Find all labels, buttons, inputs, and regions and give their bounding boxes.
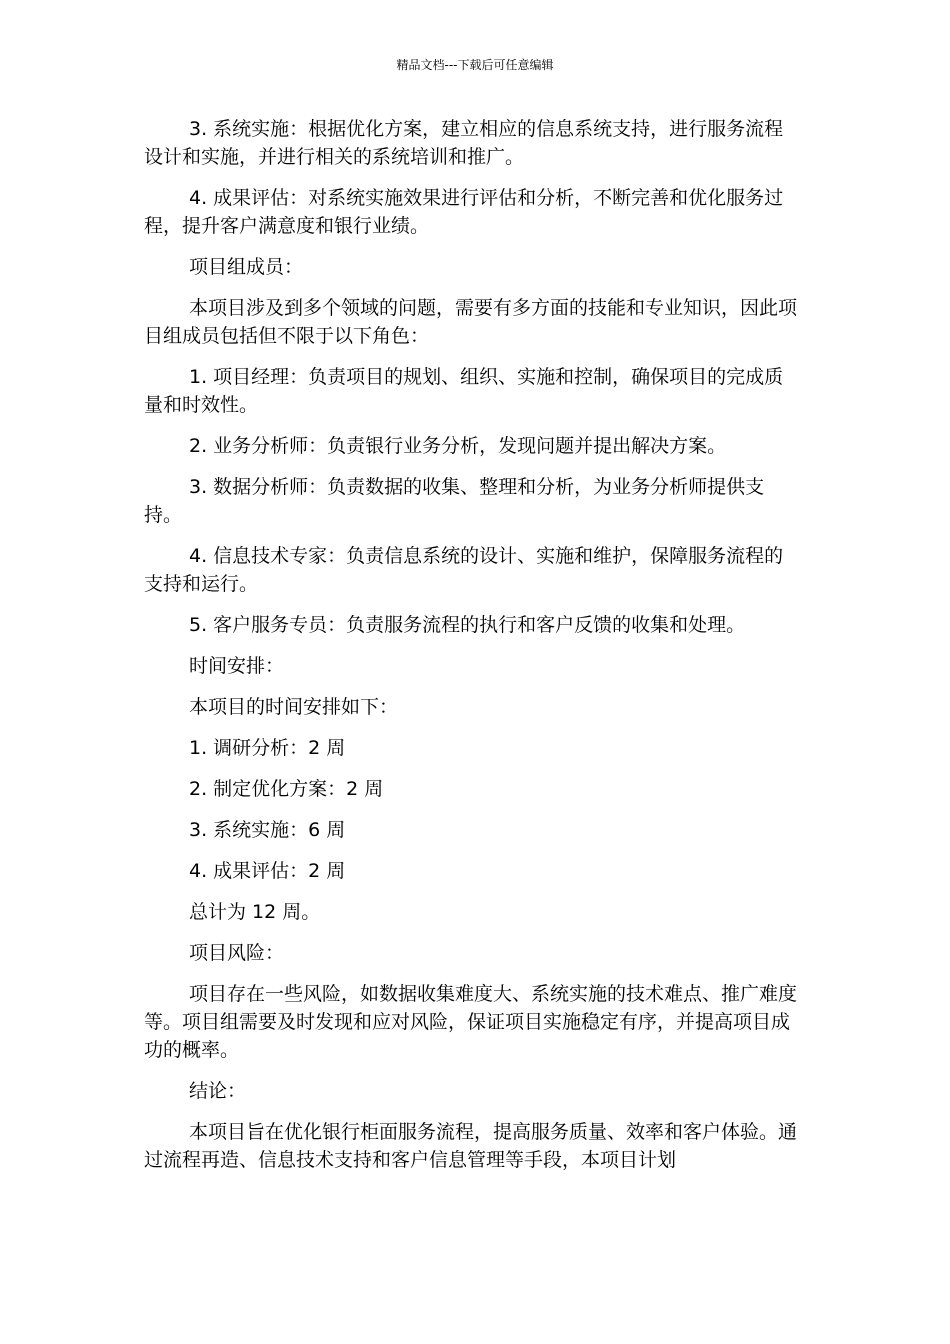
schedule-item-implementation: 3. 系统实施：6 周 <box>189 819 346 841</box>
list-item-it-expert: 4. 信息技术专家：负责信息系统的设计、实施和维护，保障服务流程的支持和运行。 <box>144 545 784 595</box>
schedule-item-research: 1. 调研分析：2 周 <box>189 737 346 759</box>
paragraph-system-implementation: 3. 系统实施：根据优化方案，建立相应的信息系统支持，进行服务流程设计和实施，并进行相关的系统培训和推广。 <box>144 118 784 168</box>
page-header: 精品文档---下载后可任意编辑 <box>396 58 554 72</box>
section-heading-team-members: 项目组成员： <box>189 256 304 278</box>
section-heading-schedule: 时间安排： <box>189 655 285 677</box>
document-body <box>144 115 800 1187</box>
paragraph-conclusion: 本项目旨在优化银行柜面服务流程，提高服务质量、效率和客户体验。通过流程再造、信息技术支持和客户信息管理等手段，本项目计划 <box>144 1121 798 1171</box>
paragraph-team-intro: 本项目涉及到多个领域的问题，需要有多方面的技能和专业知识，因此项目组成员包括但不限于以下角色： <box>144 297 798 347</box>
schedule-item-plan: 2. 制定优化方案：2 周 <box>189 778 384 800</box>
section-heading-conclusion: 结论： <box>189 1080 247 1102</box>
paragraph-results-evaluation: 4. 成果评估：对系统实施效果进行评估和分析，不断完善和优化服务过程，提升客户满意度和银行业绩。 <box>144 187 784 237</box>
list-item-customer-service: 5. 客户服务专员：负责服务流程的执行和客户反馈的收集和处理。 <box>189 614 746 636</box>
list-item-business-analyst: 2. 业务分析师：负责银行业务分析，发现问题并提出解决方案。 <box>189 435 727 457</box>
paragraph-schedule-intro: 本项目的时间安排如下： <box>189 696 399 718</box>
section-heading-risks: 项目风险： <box>189 942 285 964</box>
paragraph-risks: 项目存在一些风险，如数据收集难度大、系统实施的技术难点、推广难度等。项目组需要及时发现和应对风险，保证项目实施稳定有序，并提高项目成功的概率。 <box>144 983 798 1061</box>
schedule-item-evaluation: 4. 成果评估：2 周 <box>189 860 346 882</box>
list-item-project-manager: 1. 项目经理：负责项目的规划、组织、实施和控制，确保项目的完成质量和时效性。 <box>144 366 784 416</box>
schedule-total: 总计为 12 周。 <box>189 901 321 923</box>
list-item-data-analyst: 3. 数据分析师：负责数据的收集、整理和分析，为业务分析师提供支持。 <box>144 476 765 526</box>
